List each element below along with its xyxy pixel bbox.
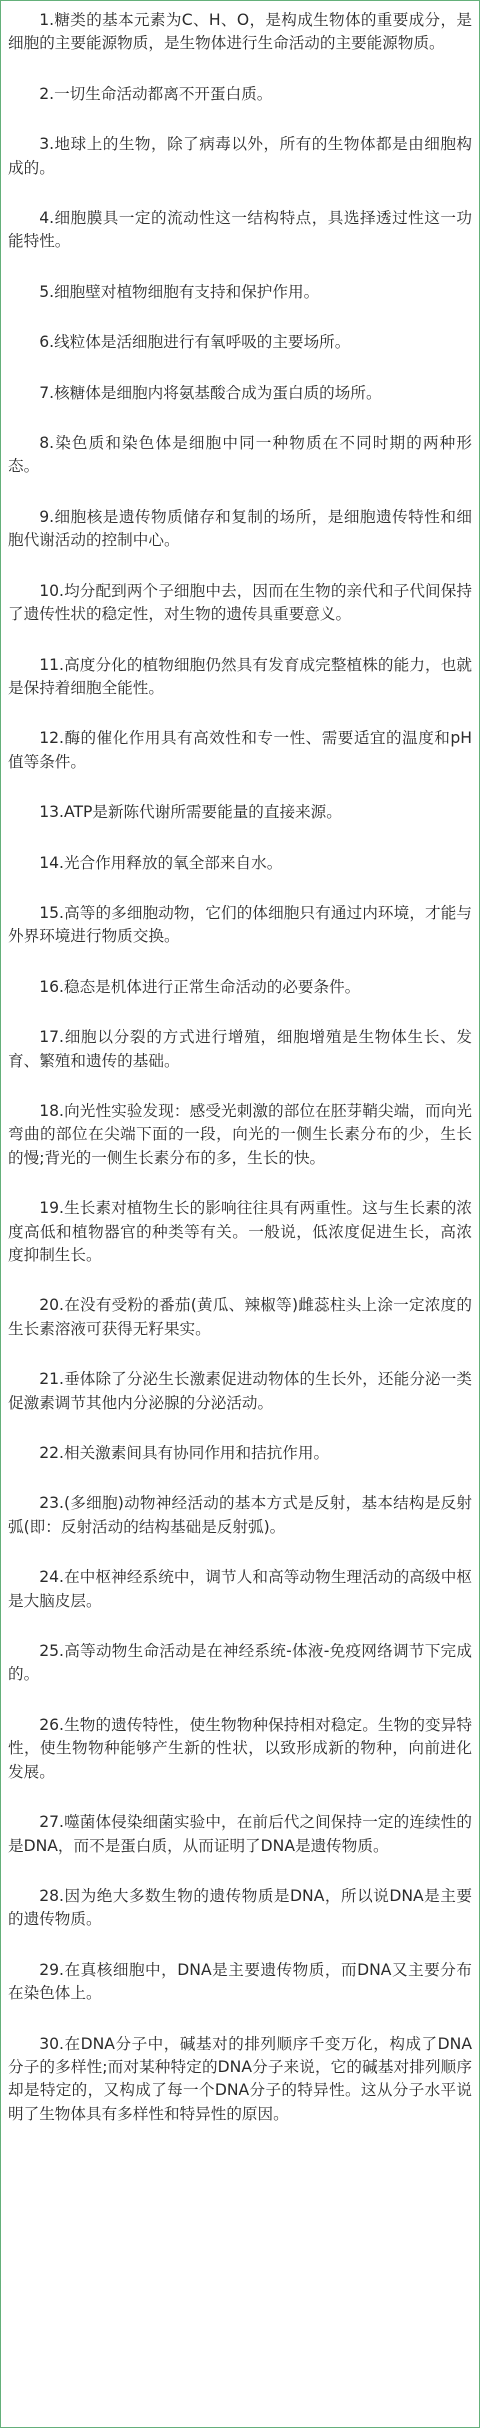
list-item: 2.一切生命活动都离不开蛋白质。	[39, 84, 273, 103]
list-item: 26.生物的遗传特性，使生物物种保持相对稳定。生物的变异特性，使生物物种能够产生新的性状，以致形成新的物种，向前进化发展。	[8, 1715, 472, 1781]
list-item: 28.因为绝大多数生物的遗传物质是DNA，所以说DNA是主要的遗传物质。	[8, 1886, 472, 1929]
list-item: 11.高度分化的植物细胞仍然具有发育成完整植株的能力，也就是保持着细胞全能性。	[8, 655, 472, 697]
list-item: 20.在没有受粉的番茄(黄瓜、辣椒等)雌蕊柱头上涂一定浓度的生长素溶液可获得无籽果实。	[8, 1296, 472, 1338]
list-item: 24.在中枢神经系统中，调节人和高等动物生理活动的高级中枢是大脑皮层。	[8, 1568, 472, 1610]
list-item: 18.向光性实验发现：感受光刺激的部位在胚芽鞘尖端，而向光弯曲的部位在尖端下面的一段，向光的一侧生长素分布的少，生长的慢;背光的一侧生长素分布的多，生长的快。	[8, 1101, 472, 1167]
list-item: 13.ATP是新陈代谢所需要能量的直接来源。	[39, 803, 342, 822]
list-item: 25.高等动物生命活动是在神经系统-体液-免疫网络调节下完成的。	[8, 1642, 472, 1684]
list-item: 16.稳态是机体进行正常生命活动的必要条件。	[39, 977, 361, 996]
list-item: 17.细胞以分裂的方式进行增殖，细胞增殖是生物体生长、发育、繁殖和遗传的基础。	[8, 1028, 472, 1070]
list-item: 23.(多细胞)动物神经活动的基本方式是反射，基本结构是反射弧(即：反射活动的结构基础是反射弧)。	[8, 1494, 472, 1536]
list-item: 4.细胞膜具一定的流动性这一结构特点，具选择透过性这一功能特性。	[8, 209, 472, 251]
list-item: 22.相关激素间具有协同作用和拮抗作用。	[39, 1444, 330, 1463]
list-item: 5.细胞壁对植物细胞有支持和保护作用。	[39, 282, 320, 301]
list-item: 6.线粒体是活细胞进行有氧呼吸的主要场所。	[39, 333, 351, 352]
list-item: 8.染色质和染色体是细胞中同一种物质在不同时期的两种形态。	[8, 434, 472, 476]
list-item: 12.酶的催化作用具有高效性和专一性、需要适宜的温度和pH值等条件。	[8, 729, 472, 771]
list-item: 9.细胞核是遗传物质储存和复制的场所，是细胞遗传特性和细胞代谢活动的控制中心。	[8, 507, 472, 550]
list-item: 27.噬菌体侵染细菌实验中，在前后代之间保持一定的连续性的是DNA，而不是蛋白质，从而证明了DNA是遗传物质。	[8, 1813, 472, 1855]
list-item: 29.在真核细胞中，DNA是主要遗传物质，而DNA又主要分布在染色体上。	[8, 1960, 472, 2003]
list-item: 3.地球上的生物，除了病毒以外，所有的生物体都是由细胞构成的。	[8, 135, 472, 177]
list-item: 14.光合作用释放的氧全部来自水。	[39, 853, 283, 872]
list-item: 1.糖类的基本元素为C、H、O，是构成生物体的重要成分，是细胞的主要能源物质，是生物体进行生命活动的主要能源物质。	[8, 11, 472, 53]
list-item: 30.在DNA分子中，碱基对的排列顺序千变万化，构成了DNA分子的多样性;而对某种特定的DNA分子来说，它的碱基对排列顺序却是特定的，又构成了每一个DNA分子的特异性。这从分子水平说明了生物体具有多样性和特异性的原因。	[8, 2034, 472, 2123]
list-item: 15.高等的多细胞动物，它们的体细胞只有通过内环境，才能与外界环境进行物质交换。	[8, 903, 472, 946]
list-item: 10.均分配到两个子细胞中去，因而在生物的亲代和子代间保持了遗传性状的稳定性，对生物的遗传具重要意义。	[8, 581, 472, 624]
list-item: 19.生长素对植物生长的影响往往具有两重性。这与生长素的浓度高低和植物器官的种类等有关。一般说，低浓度促进生长，高浓度抑制生长。	[8, 1199, 472, 1264]
list-item: 21.垂体除了分泌生长激素促进动物体的生长外，还能分泌一类促激素调节其他内分泌腺的分泌活动。	[8, 1370, 472, 1412]
list-item: 7.核糖体是细胞内将氨基酸合成为蛋白质的场所。	[39, 383, 382, 402]
fact-list	[8, 9, 472, 2153]
